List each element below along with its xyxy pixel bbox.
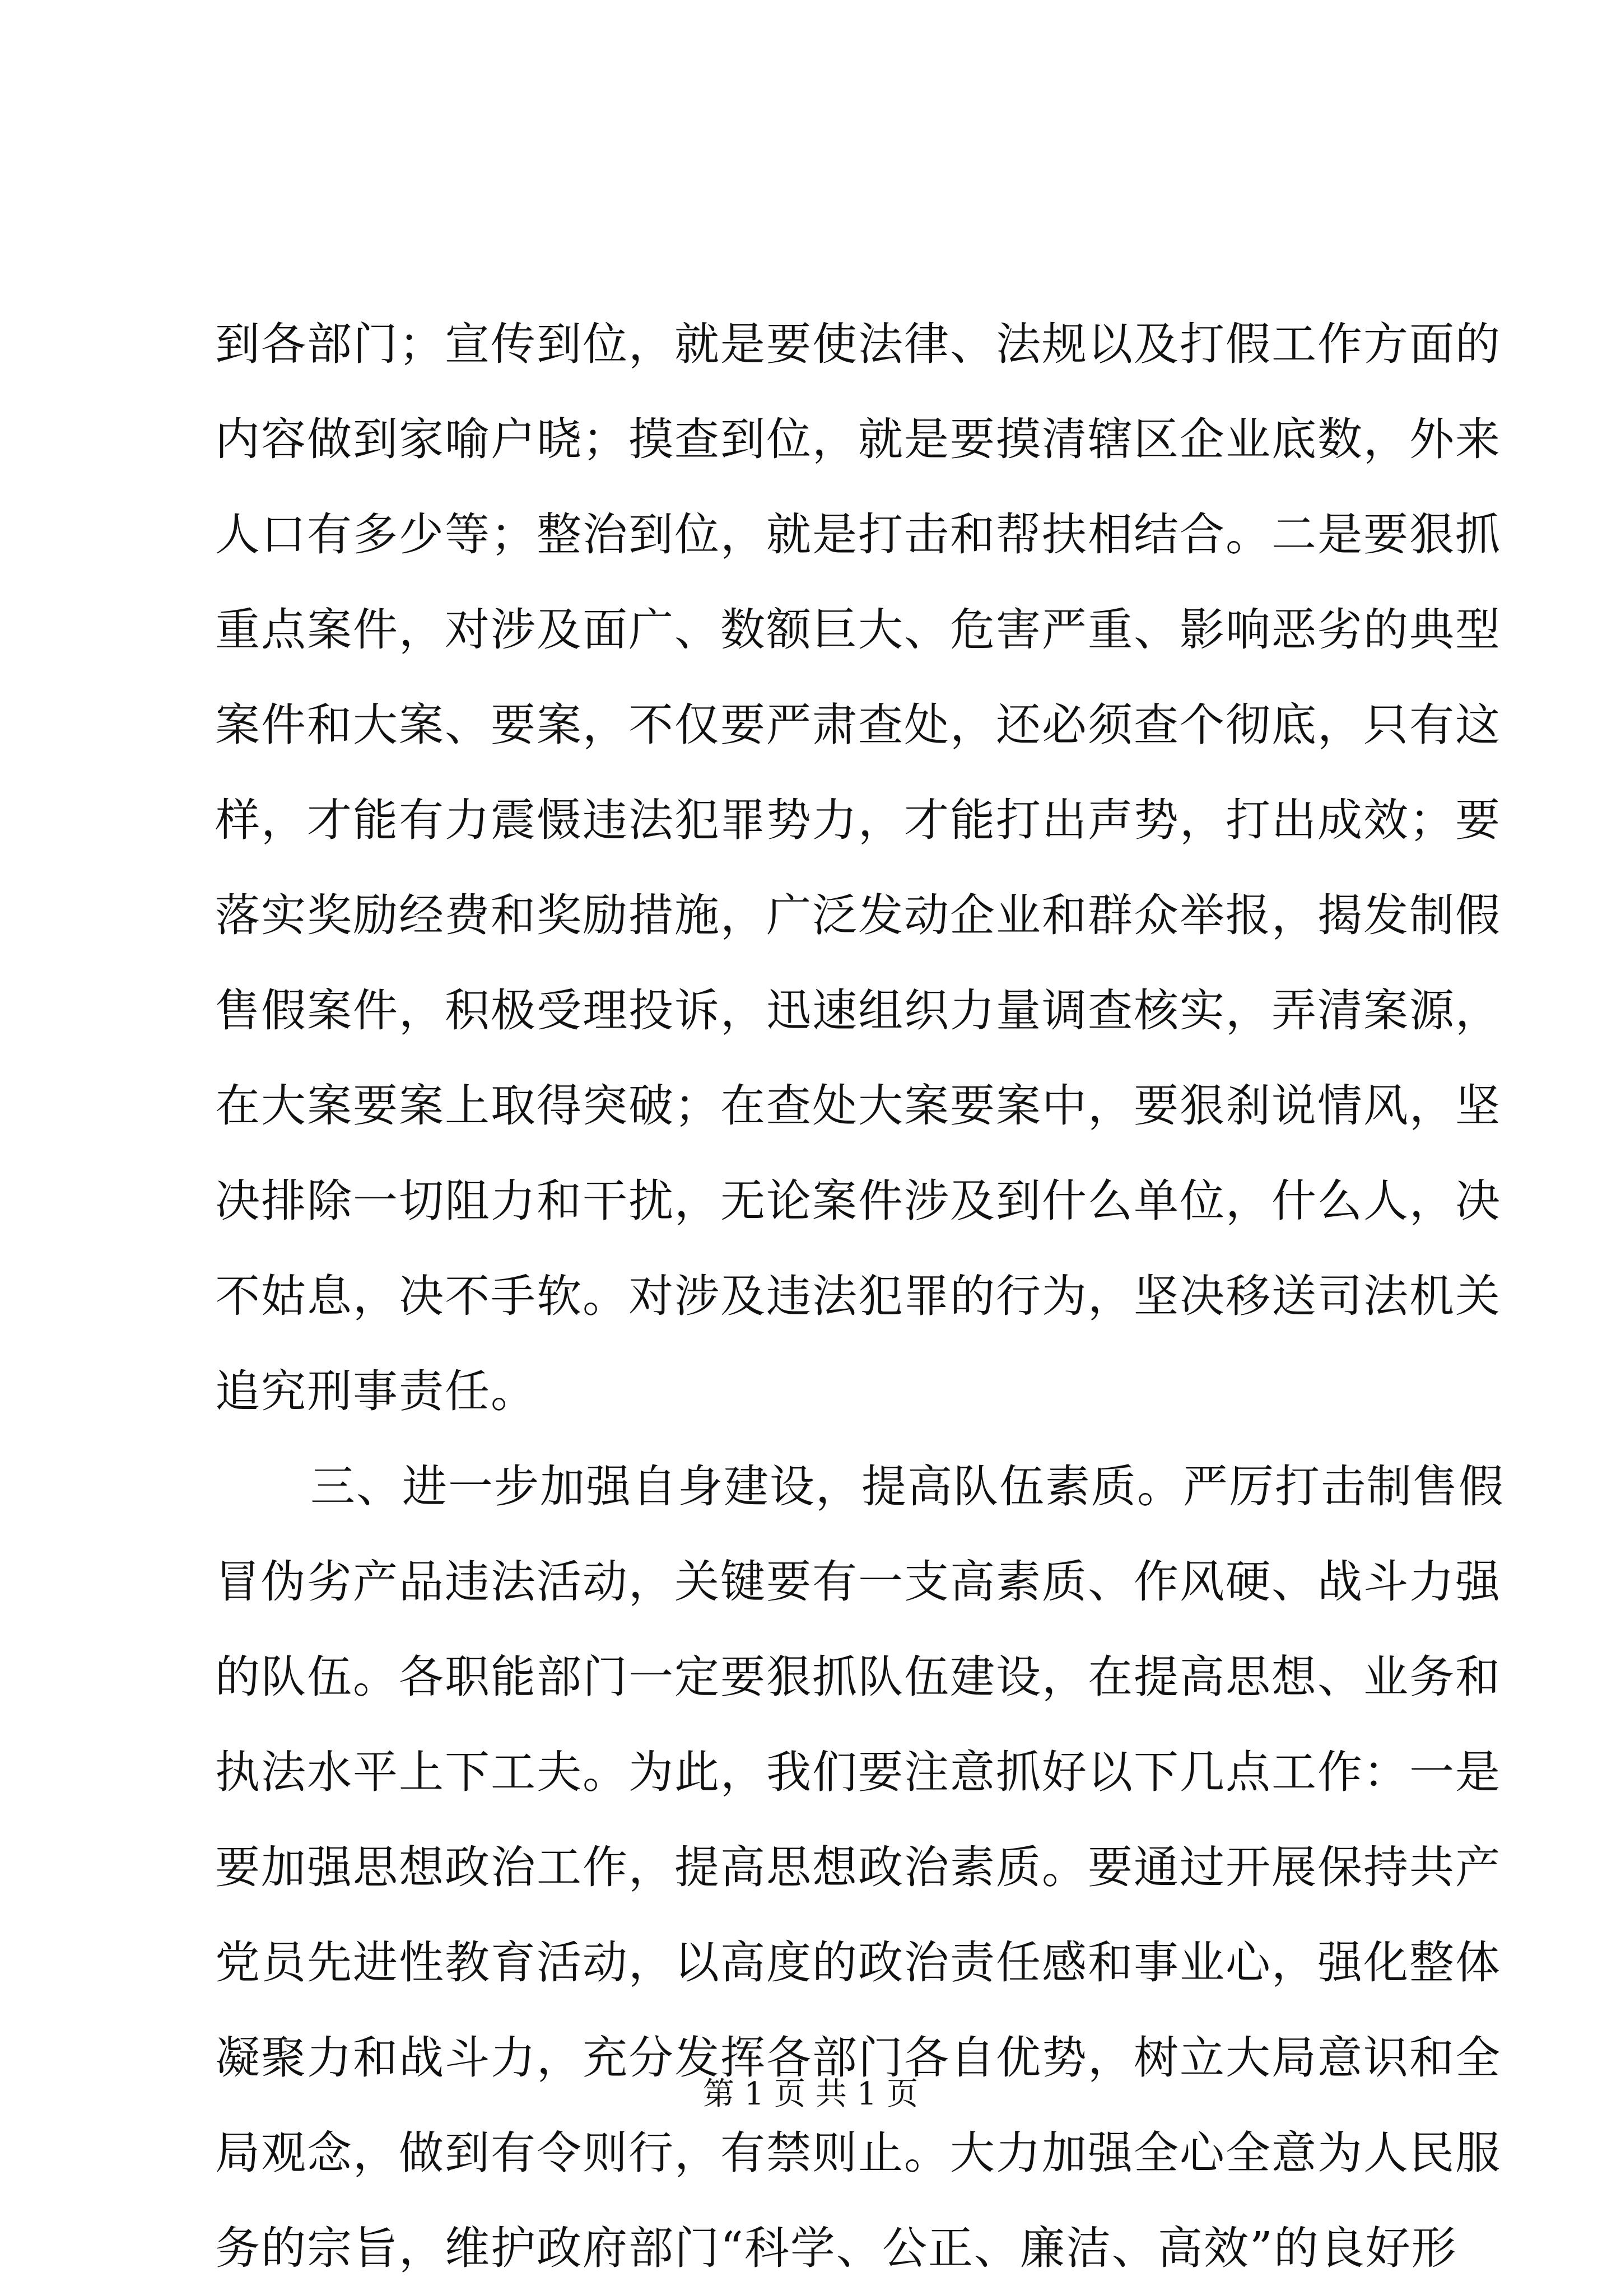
text-line: 凝聚力和战斗力，充分发挥各部门各自优势，树立大局意识和全: [215, 2032, 1501, 2084]
text-line: 局观念，做到有令则行，有禁则止。大力加强全心全意为人民服: [215, 2127, 1501, 2179]
text-line: 到各部门；宣传到位，就是要使法律、法规以及打假工作方面的: [215, 318, 1501, 370]
text-line: 冒伪劣产品违法活动，关键要有一支高素质、作风硬、战斗力强: [215, 1556, 1501, 1608]
document-body: [215, 297, 1504, 2296]
text-line: 决排除一切阻力和干扰，无论案件涉及到什么单位，什么人，决: [215, 1175, 1501, 1227]
text-line: 人口有多少等；整治到位，就是打击和帮扶相结合。二是要狠抓: [215, 508, 1501, 561]
text-line: 党员先进性教育活动，以高度的政治责任感和事业心，强化整体: [215, 1936, 1501, 1989]
text-line: 执法水平上下工夫。为此，我们要注意抓好以下几点工作：一是: [215, 1746, 1501, 1798]
text-line: 的队伍。各职能部门一定要狠抓队伍建设，在提高思想、业务和: [215, 1651, 1501, 1703]
page-number-footer: 第 1 页 共 1 页: [702, 2076, 919, 2112]
text-line: 不姑息，决不手软。对涉及违法犯罪的行为，坚决移送司法机关: [215, 1270, 1501, 1322]
text-line: 内容做到家喻户晓；摸查到位，就是要摸清辖区企业底数，外来: [215, 413, 1501, 465]
text-line: 务的宗旨，维护政府部门“科学、公正、廉洁、高效”的良好形: [215, 2222, 1457, 2274]
text-line: 重点案件，对涉及面广、数额巨大、危害严重、影响恶劣的典型: [215, 604, 1501, 656]
text-line: 要加强思想政治工作，提高思想政治素质。要通过开展保持共产: [215, 1841, 1501, 1893]
text-line: 落实奖励经费和奖励措施，广泛发动企业和群众举报，揭发制假: [215, 889, 1501, 941]
text-line: 追究刑事责任。: [215, 1365, 537, 1417]
text-line: 样，才能有力震慑违法犯罪势力，才能打出声势，打出成效；要: [215, 794, 1501, 846]
text-line: 案件和大案、要案，不仅要严肃查处，还必须查个彻底，只有这: [215, 699, 1501, 751]
text-line: 在大案要案上取得突破；在查处大案要案中，要狠刹说情风，坚: [215, 1080, 1501, 1132]
text-line: 售假案件，积极受理投诉，迅速组织力量调查核实，弄清案源，: [215, 984, 1501, 1037]
section-heading-line: 三、进一步加强自身建设，提高队伍素质。严厉打击制售假: [310, 1460, 1504, 1513]
